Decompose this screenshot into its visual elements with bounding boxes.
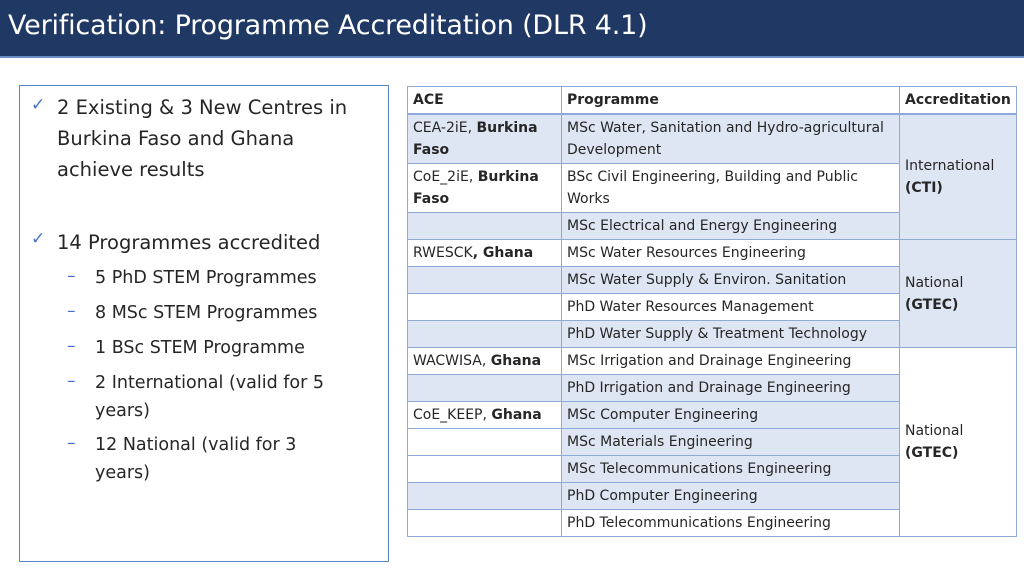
- dash-bullet-icon: –: [67, 266, 76, 286]
- ace-cell: [408, 429, 562, 456]
- programme-cell: PhD Computer Engineering: [562, 483, 900, 510]
- accreditation-table: [407, 86, 1017, 537]
- subpoint-line: 5 PhD STEM Programmes: [95, 268, 317, 288]
- subpoint-line: 12 National (valid for 3: [95, 435, 297, 455]
- dash-bullet-icon: –: [67, 433, 76, 453]
- summary-line: 2 Existing & 3 New Centres in: [57, 96, 348, 119]
- ace-cell: [408, 164, 562, 213]
- ace-country: , Ghana: [472, 245, 534, 261]
- dash-bullet-icon: –: [67, 336, 76, 356]
- title-bar: [0, 0, 1024, 58]
- checkmark-icon: ✓: [31, 95, 46, 115]
- ace-name: WACWISA,: [413, 353, 491, 369]
- programme-cell: PhD Water Resources Management: [562, 294, 900, 321]
- ace-name: CEA-2iE,: [413, 120, 477, 136]
- accreditation-type: National: [905, 274, 964, 291]
- programme-cell: MSc Telecommunications Engineering: [562, 456, 900, 483]
- ace-country: Burkina Faso: [413, 169, 539, 207]
- accreditation-cell: [900, 348, 1017, 537]
- programme-cell: MSc Water, Sanitation and Hydro-agricultural Development: [562, 114, 900, 164]
- ace-cell: [408, 402, 562, 429]
- accreditation-body: (GTEC): [905, 296, 959, 313]
- programme-cell: MSc Computer Engineering: [562, 402, 900, 429]
- table-row: [408, 240, 1017, 267]
- programme-cell: PhD Telecommunications Engineering: [562, 510, 900, 537]
- checkmark-icon: ✓: [31, 229, 46, 249]
- ace-cell: [408, 456, 562, 483]
- summary-panel: [19, 85, 389, 562]
- ace-cell: [408, 483, 562, 510]
- ace-cell: [408, 240, 562, 267]
- ace-cell: [408, 375, 562, 402]
- summary-line: achieve results: [57, 158, 205, 181]
- subpoint-line: years): [95, 401, 150, 421]
- ace-name: RWESCK: [413, 245, 473, 261]
- ace-country: Ghana: [491, 407, 542, 423]
- accreditation-cell: [900, 240, 1017, 348]
- subpoint-bsc: [95, 334, 305, 362]
- ace-cell: [408, 294, 562, 321]
- table-header-row: [408, 87, 1017, 115]
- subpoint-line: years): [95, 463, 150, 483]
- header-ace: ACE: [408, 87, 562, 115]
- accreditation-type: National: [905, 423, 964, 439]
- ace-cell: [408, 267, 562, 294]
- ace-name: CoE_KEEP,: [413, 407, 492, 423]
- programme-cell: MSc Electrical and Energy Engineering: [562, 213, 900, 240]
- programme-cell: PhD Water Supply & Treatment Technology: [562, 321, 900, 348]
- accreditation-cell: [900, 114, 1017, 240]
- table-row: [408, 348, 1017, 375]
- ace-country: Ghana: [490, 353, 542, 369]
- subpoint-line: 1 BSc STEM Programme: [95, 338, 305, 358]
- ace-cell: [408, 510, 562, 537]
- subpoint-line: 8 MSc STEM Programmes: [95, 303, 318, 323]
- slide-title: Verification: Programme Accreditation (DLR 4.1): [8, 10, 648, 41]
- programme-cell: MSc Water Resources Engineering: [562, 240, 900, 267]
- programme-cell: MSc Materials Engineering: [562, 429, 900, 456]
- programme-cell: PhD Irrigation and Drainage Engineering: [562, 375, 900, 402]
- summary-point-programmes: 14 Programmes accredited: [57, 231, 321, 254]
- accreditation-type: International: [905, 158, 995, 174]
- ace-cell: [408, 348, 562, 375]
- ace-name: CoE_2iE,: [413, 169, 478, 185]
- header-accreditation: Accreditation: [900, 87, 1017, 115]
- programme-cell: MSc Water Supply & Environ. Sanitation: [562, 267, 900, 294]
- summary-point-centres: [57, 92, 347, 185]
- programme-cell: BSc Civil Engineering, Building and Public Works: [562, 164, 900, 213]
- ace-cell: [408, 114, 562, 164]
- header-programme: Programme: [562, 87, 900, 115]
- dash-bullet-icon: –: [67, 371, 76, 391]
- ace-cell: [408, 321, 562, 348]
- accreditation-body: (CTI): [905, 180, 943, 196]
- ace-cell: [408, 213, 562, 240]
- ace-country: Burkina Faso: [413, 120, 538, 158]
- programme-cell: MSc Irrigation and Drainage Engineering: [562, 348, 900, 375]
- table-row: [408, 114, 1017, 164]
- subpoint-national: [95, 431, 296, 487]
- dash-bullet-icon: –: [67, 301, 76, 321]
- subpoint-international: [95, 369, 324, 425]
- summary-line: Burkina Faso and Ghana: [57, 127, 295, 150]
- subpoint-msc: [95, 299, 317, 327]
- subpoint-line: 2 International (valid for 5: [95, 373, 325, 393]
- subpoint-phd: [95, 264, 317, 292]
- accreditation-body: (GTEC): [905, 445, 959, 461]
